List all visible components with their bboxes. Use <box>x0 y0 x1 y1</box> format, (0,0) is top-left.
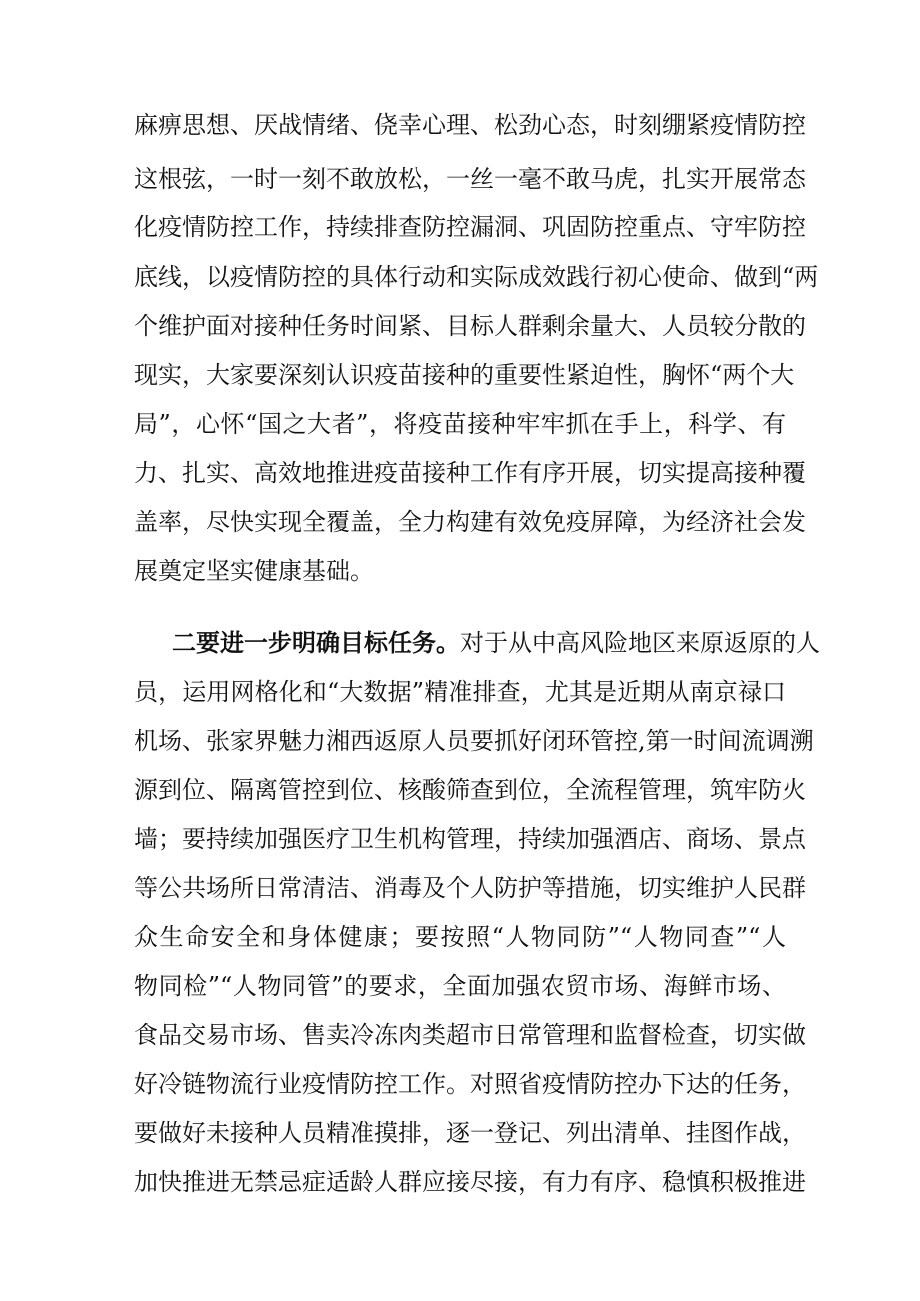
paragraph-line: 员，运用网格化和“大数据”精准排查，尤其是近期从南京禄口 <box>134 678 786 706</box>
paragraph-line: 要做好未接种人员精准摸排，逐一登记、列出清单、挂图作战， <box>134 1119 806 1147</box>
paragraph-line: 麻痹思想、厌战情绪、侥幸心理、松劲心态，时刻绷紧疫情防控 <box>134 111 806 139</box>
paragraph-line: 加快推进无禁忌症适龄人群应接尽接，有力有序、稳慎积极推进 <box>134 1168 806 1196</box>
paragraph-line: 墙；要持续加强医疗卫生机构管理，持续加强酒店、商场、景点 <box>134 825 806 853</box>
paragraph-line: 源到位、隔离管控到位、核酸筛查到位，全流程管理，筑牢防火 <box>134 776 806 804</box>
paragraph-line: 盖率，尽快实现全覆盖，全力构建有效免疫屏障，为经济社会发 <box>134 508 806 536</box>
paragraph-line: 好冷链物流行业疫情防控工作。对照省疫情防控办下达的任务， <box>134 1070 806 1098</box>
heading-followup-text: 对于从中高风险地区来原返原的人 <box>460 629 820 657</box>
section-heading: 二要进一步明确目标任务。 <box>172 628 460 657</box>
paragraph-line: 食品交易市场、售卖冷冻肉类超市日常管理和监督检查，切实做 <box>134 1021 806 1049</box>
paragraph-line: 等公共场所日常清洁、消毒及个人防护等措施，切实维护人民群 <box>134 874 806 902</box>
paragraph-line: 化疫情防控工作，持续排查防控漏洞、巩固防控重点、守牢防控 <box>134 213 806 241</box>
paragraph-line: 机场、张家界魅力湘西返原人员要抓好闭环管控,第一时间流调溯 <box>134 727 814 755</box>
paragraph-line: 展奠定坚实健康基础。 <box>134 557 374 585</box>
paragraph-line: 物同检”“人物同管”的要求，全面加强农贸市场、海鲜市场、 <box>134 972 786 1000</box>
paragraph-first-line <box>172 621 820 665</box>
paragraph-line: 底线，以疫情防控的具体行动和实际成效践行初心使命、做到“两 <box>134 263 819 291</box>
paragraph-line: 局”，心怀“国之大者”，将疫苗接种牢牢抓在手上，科学、有 <box>134 410 786 438</box>
paragraph-line: 这根弦，一时一刻不敢放松，一丝一毫不敢马虎，扎实开展常态 <box>134 165 806 193</box>
paragraph-line: 众生命安全和身体健康；要按照“人物同防”“人物同查”“人 <box>134 923 786 951</box>
paragraph-line: 力、扎实、高效地推进疫苗接种工作有序开展，切实提高接种覆 <box>134 459 806 487</box>
paragraph-line: 个维护面对接种任务时间紧、目标人群剩余量大、人员较分散的 <box>134 312 806 340</box>
paragraph-line: 现实，大家要深刻认识疫苗接种的重要性紧迫性，胸怀“两个大 <box>134 361 795 389</box>
